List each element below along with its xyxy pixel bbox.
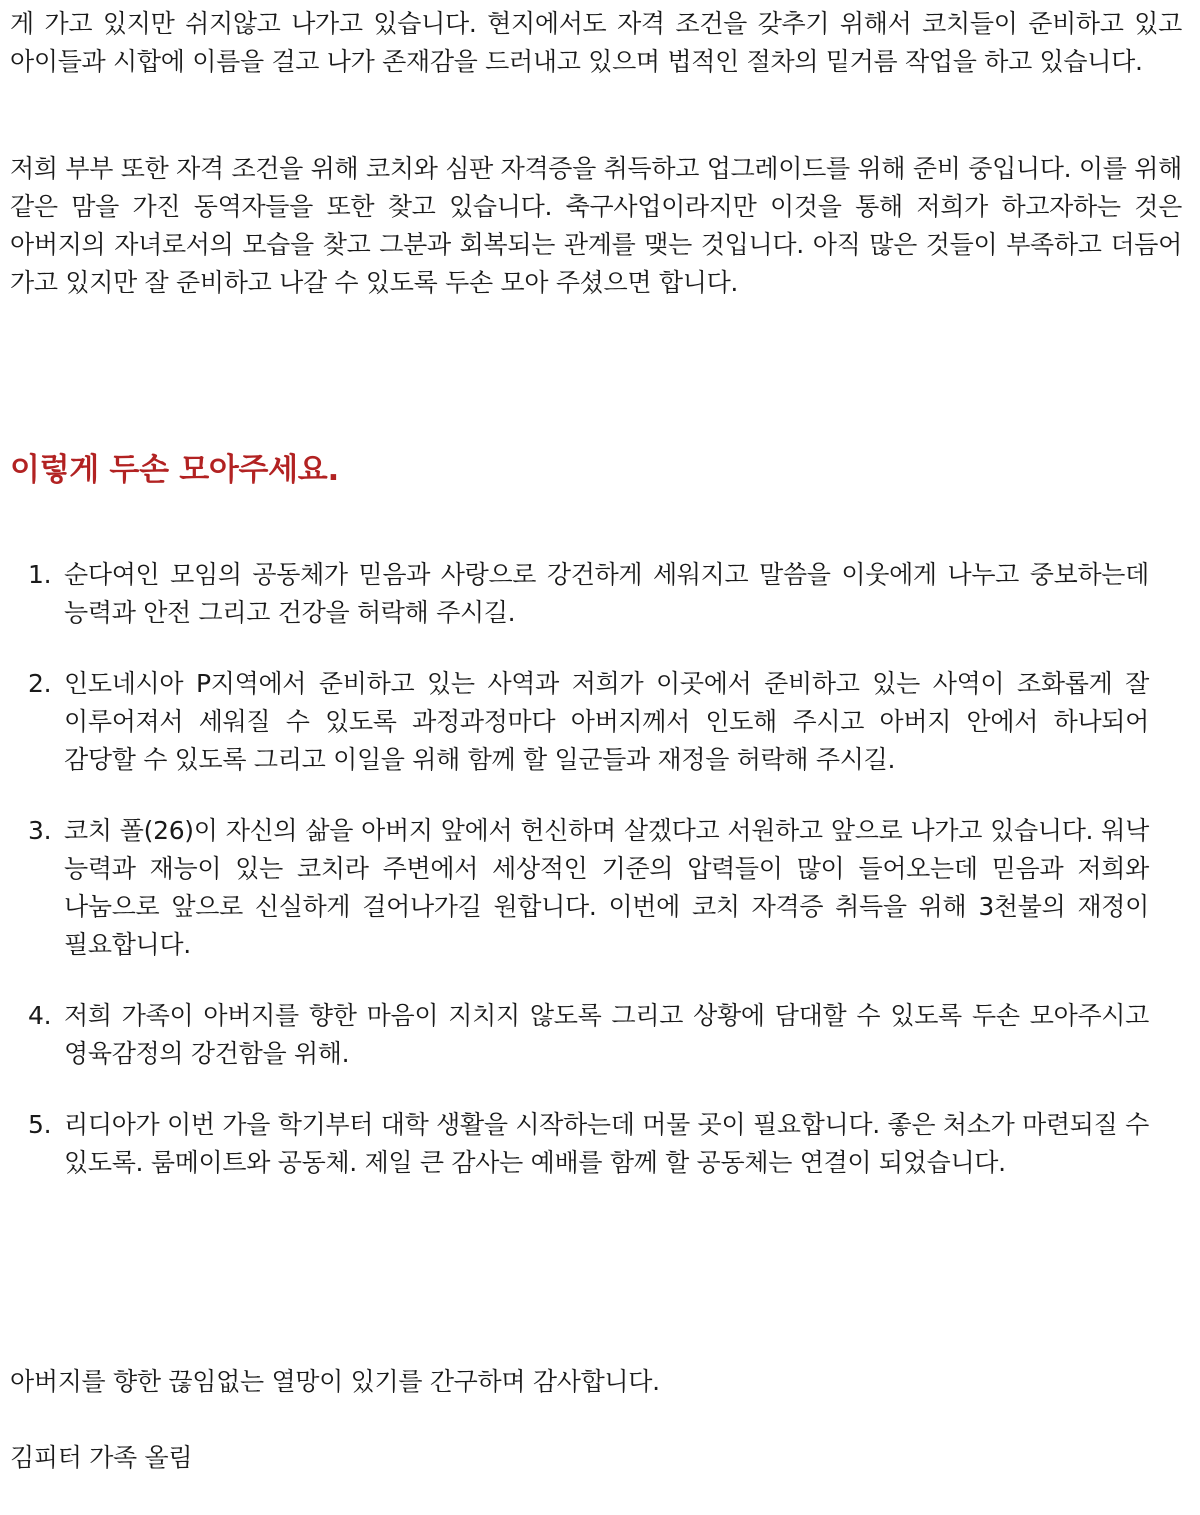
list-item-text: 인도네시아 P지역에서 준비하고 있는 사역과 저희가 이곳에서 준비하고 있는 사역이 조화롭게 잘 이루어져서 세워질 수 있도록 과정과정마다 아버지께서 인도해 주시고 아버지 안에서 하나되어 감당할 수 있도록 그리고 이일을 위해 함께 할 일군들과 재정을 허락해 주시길. <box>64 669 1149 774</box>
intro-paragraph: 게 가고 있지만 쉬지않고 나가고 있습니다. 현지에서도 자격 조건을 갖추기 위해서 코치들이 준비하고 있고 아이들과 시합에 이름을 걸고 나가 존재감을 드러내고 있으며 법적인 절차의 밑거름 작업을 하고 있습니다. <box>10 9 1182 76</box>
list-item-text: 리디아가 이번 가을 학기부터 대학 생활을 시작하는데 머물 곳이 필요합니다. 좋은 처소가 마련되질 수 있도록. 룸메이트와 공동체. 제일 큰 감사는 예배를 함께 할 공동체는 연결이 되었습니다. <box>64 1110 1149 1177</box>
list-item <box>0 812 1149 964</box>
list-item <box>0 665 1149 779</box>
list-item-text: 저희 가족이 아버지를 향한 마음이 지치지 않도록 그리고 상황에 담대할 수 있도록 두손 모아주시고 영육감정의 강건함을 위해. <box>64 1001 1149 1068</box>
list-item-number: 5. <box>28 1110 52 1139</box>
list-item <box>0 997 1149 1073</box>
list-item <box>0 556 1149 632</box>
list-item-number: 3. <box>28 816 52 845</box>
signature: 김피터 가족 올림 <box>10 1443 193 1472</box>
list-item-number: 4. <box>28 1001 52 1030</box>
list-item-number: 1. <box>28 560 52 589</box>
list-item-number: 2. <box>28 669 52 698</box>
intro-paragraph: 저희 부부 또한 자격 조건을 위해 코치와 심판 자격증을 취득하고 업그레이드를 위해 준비 중입니다. 이를 위해 같은 맘을 가진 동역자들을 또한 찾고 있습니다. 축구사업이라지만 이것을 통해 저희가 하고자하는 것은 아버지의 자녀로서의 모습을 찾고 그분과 회복되는 관계를 맺는 것입니다. 아직 많은 것들이 부족하고 더듬어 가고 있지만 잘 준비하고 나갈 수 있도록 두손 모아 주셨으면 합니다. <box>10 154 1182 297</box>
prayer-list <box>0 556 1200 1215</box>
section-heading: 이렇게 두손 모아주세요. <box>10 452 339 488</box>
list-item <box>0 1106 1149 1182</box>
closing-message: 아버지를 향한 끊임없는 열망이 있기를 간구하며 감사합니다. <box>10 1367 660 1396</box>
list-item-text: 순다여인 모임의 공동체가 믿음과 사랑으로 강건하게 세워지고 말씀을 이웃에게 나누고 중보하는데 능력과 안전 그리고 건강을 허락해 주시길. <box>64 560 1149 627</box>
list-item-text: 코치 폴(26)이 자신의 삶을 아버지 앞에서 헌신하며 살겠다고 서원하고 앞으로 나가고 있습니다. 워낙 능력과 재능이 있는 코치라 주변에서 세상적인 기준의 압력들이 많이 들어오는데 믿음과 저희와 나눔으로 앞으로 신실하게 걸어나가길 원합니다. 이번에 코치 자격증 취득을 위해 3천불의 재정이 필요합니다. <box>64 816 1149 959</box>
